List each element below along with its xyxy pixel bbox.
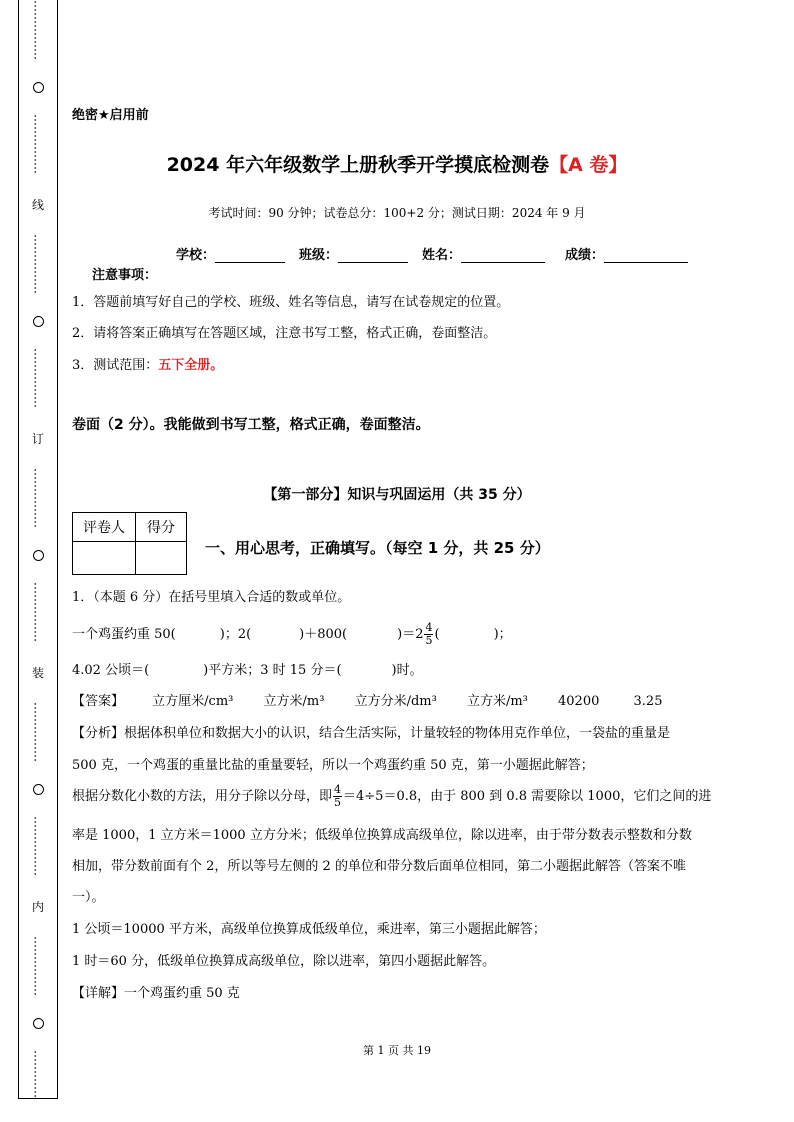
binding-dots: …………… bbox=[31, 234, 46, 294]
fraction-denominator: 5 bbox=[425, 634, 433, 647]
analysis-line-5: 相加，带分数前面有个 2，所以等号左侧的 2 的单位和带分数后面单位相同，第二小题据此解答（答案不唯 bbox=[72, 859, 686, 874]
grader-header: 评卷人 bbox=[73, 513, 136, 542]
q1-text-a: 一个鸡蛋约重 50( bbox=[72, 627, 176, 642]
binding-dots: …………… bbox=[31, 582, 46, 642]
question-stem: 1．（本题 6 分）在括号里填入合适的数或单位。 bbox=[72, 590, 351, 605]
score-field[interactable] bbox=[565, 244, 688, 263]
binding-dots: …………… bbox=[31, 114, 46, 174]
student-info-fields bbox=[176, 244, 688, 263]
title-tag: 【A 卷】 bbox=[549, 154, 628, 176]
analysis-text-b: ＝4÷5＝0.8，由于 800 到 0.8 需要除以 1000，它们之间的进 bbox=[343, 789, 712, 804]
answer-item: 立方分米/dm³ bbox=[354, 694, 437, 709]
notice-rule-3 bbox=[72, 354, 223, 373]
binding-circle bbox=[33, 316, 44, 327]
title-main: 2024 年六年级数学上册秋季开学摸底检测卷 bbox=[166, 154, 550, 176]
class-label: 班级： bbox=[299, 248, 339, 263]
school-blank[interactable] bbox=[215, 248, 285, 263]
notice-title: 注意事项： bbox=[92, 268, 158, 283]
answer-item: 立方厘米/cm³ bbox=[152, 694, 234, 709]
question-line-2 bbox=[72, 659, 423, 678]
answer-line bbox=[72, 690, 662, 709]
q1-text-f: )； bbox=[493, 627, 512, 642]
binding-circle bbox=[33, 82, 44, 93]
answer-item: 立方米/m³ bbox=[263, 694, 325, 709]
score-label: 成绩： bbox=[565, 248, 605, 263]
neatness-statement: 卷面（2 分）。我能做到书写工整，格式正确，卷面整洁。 bbox=[72, 417, 430, 433]
analysis-line-8: 1 时＝60 分，低级单位换算成高级单位，除以进率，第四小题据此解答。 bbox=[72, 954, 496, 969]
page-title bbox=[72, 150, 722, 177]
binding-circle bbox=[33, 550, 44, 561]
answer-item: 立方米/m³ bbox=[466, 694, 528, 709]
class-blank[interactable] bbox=[338, 248, 408, 263]
binding-circle bbox=[33, 784, 44, 795]
fraction-denominator: 5 bbox=[334, 796, 342, 809]
rule3-scope: 五下全册。 bbox=[158, 358, 224, 373]
score-header: 得分 bbox=[136, 513, 187, 542]
class-field[interactable] bbox=[299, 244, 408, 263]
notice-rule-1: 1．答题前填写好自己的学校、班级、姓名等信息，请写在试卷规定的位置。 bbox=[72, 295, 510, 310]
binding-dots: …………… bbox=[31, 0, 46, 60]
q1-text-d: )＝2 bbox=[397, 627, 424, 642]
binding-dots: …………… bbox=[31, 936, 46, 996]
binding-char-nei: 内 bbox=[31, 899, 44, 914]
fraction-numerator: 4 bbox=[425, 621, 433, 634]
analysis-line-7: 1 公顷＝10000 平方米，高级单位换算成低级单位，乘进率，第三小题据此解答； bbox=[72, 922, 546, 937]
binding-dots: …………… bbox=[31, 702, 46, 762]
binding-dots: …………… bbox=[31, 816, 46, 876]
analysis-line-1: 【分析】根据体积单位和数据大小的认识，结合生活实际，计量较轻的物体用克作单位，一袋盐的重量是 bbox=[72, 726, 671, 741]
exam-info: 考试时间：90 分钟；试卷总分：100+2 分；测试日期：2024 年 9 月 bbox=[208, 206, 586, 220]
binding-marks bbox=[19, 0, 57, 1098]
binding-dots: …………… bbox=[31, 348, 46, 408]
answer-item: 40200 bbox=[558, 694, 600, 709]
name-label: 姓名： bbox=[422, 248, 462, 263]
q2-text-b: )平方米；3 时 15 分＝( bbox=[203, 663, 342, 678]
school-field[interactable] bbox=[176, 244, 285, 263]
part-title: 【第一部分】知识与巩固运用（共 35 分） bbox=[263, 487, 531, 503]
name-field[interactable] bbox=[422, 244, 545, 263]
notice-rule-2: 2．请将答案正确填写在答题区域，注意书写工整，格式正确，卷面整洁。 bbox=[72, 326, 497, 341]
q2-text-a: 4.02 公顷＝( bbox=[72, 663, 150, 678]
name-blank[interactable] bbox=[461, 248, 545, 263]
score-blank[interactable] bbox=[604, 248, 688, 263]
binding-char-xian: 线 bbox=[31, 197, 44, 212]
binding-circle bbox=[33, 1018, 44, 1029]
analysis-line-4: 率是 1000，1 立方米＝1000 立方分米；低级单位换算成高级单位，除以进率，由于带分数表示整数和分数 bbox=[72, 828, 692, 843]
page-footer: 第 1 页 共 19 bbox=[363, 1044, 431, 1057]
rule3-prefix: 3．测试范围： bbox=[72, 358, 159, 373]
school-label: 学校： bbox=[176, 248, 216, 263]
answer-item: 3.25 bbox=[633, 694, 663, 709]
binding-dots: ………… bbox=[31, 1050, 46, 1098]
section-title: 一、用心思考，正确填写。（每空 1 分，共 25 分） bbox=[205, 539, 550, 557]
score-cell[interactable] bbox=[136, 542, 187, 575]
binding-char-ding: 订 bbox=[31, 431, 44, 446]
q2-text-c: )时。 bbox=[391, 663, 423, 678]
analysis-text-a: 根据分数化小数的方法，用分子除以分母，即 bbox=[72, 789, 333, 804]
grader-score-table bbox=[72, 512, 187, 575]
mixed-fraction bbox=[424, 622, 433, 647]
binding-dots: …………… bbox=[31, 468, 46, 528]
fraction-numerator: 4 bbox=[334, 783, 342, 796]
analysis-line-3 bbox=[72, 784, 711, 809]
answer-label: 【答案】 bbox=[72, 694, 125, 709]
grader-cell[interactable] bbox=[73, 542, 136, 575]
q1-text-b: )；2( bbox=[219, 627, 252, 642]
fraction bbox=[333, 784, 342, 809]
q1-text-e: ( bbox=[434, 627, 440, 642]
binding-char-zhuang: 装 bbox=[31, 665, 44, 680]
binding-margin bbox=[18, 0, 58, 1099]
secret-label: 绝密★启用前 bbox=[72, 108, 149, 123]
analysis-line-2: 500 克，一个鸡蛋的重量比盐的重量要轻，所以一个鸡蛋约重 50 克，第一小题据此解答； bbox=[72, 758, 594, 773]
analysis-line-6: 一）。 bbox=[72, 890, 105, 905]
detail-line: 【详解】一个鸡蛋约重 50 克 bbox=[72, 986, 240, 1001]
q1-text-c: )＋800( bbox=[299, 627, 348, 642]
question-line-1 bbox=[72, 622, 512, 647]
